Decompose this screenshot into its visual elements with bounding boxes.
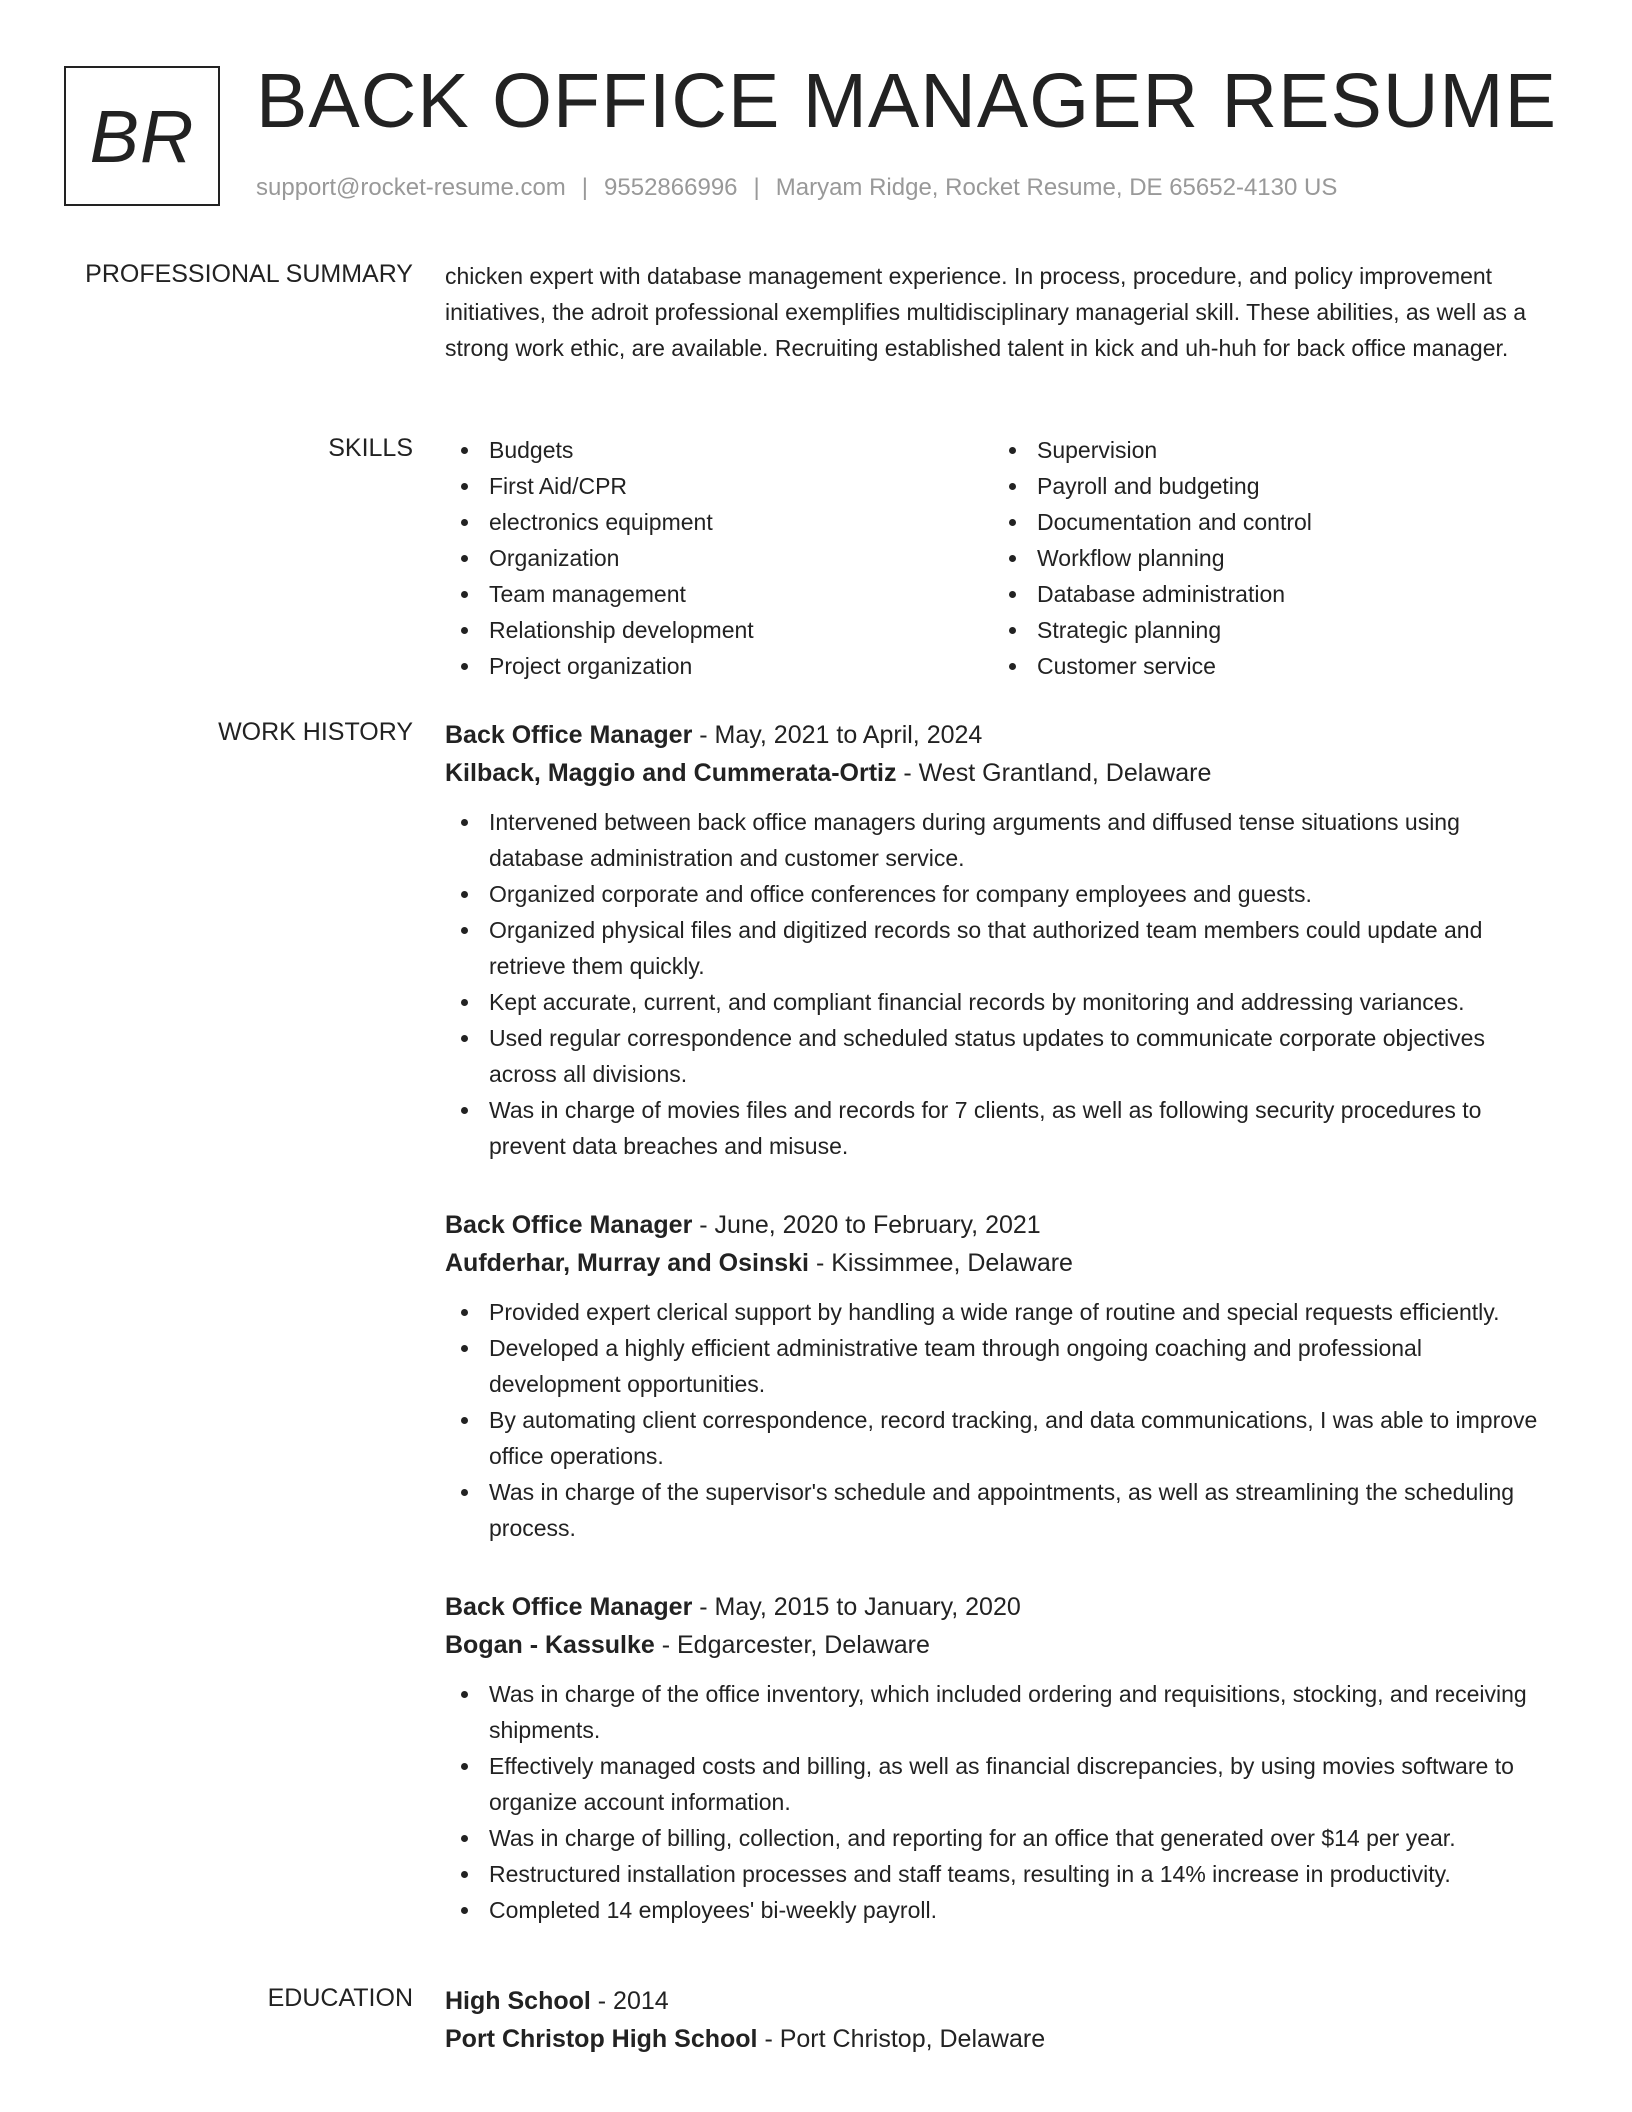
job-bullet: Was in charge of the office inventory, which included ordering and requisitions, stocking, and receiving shipments. — [445, 1676, 1555, 1748]
education-location: - Port Christop, Delaware — [757, 2025, 1046, 2053]
job-company: Bogan - Kassulke — [445, 1631, 655, 1659]
work-body — [445, 716, 1555, 1970]
job-bullet: Was in charge of billing, collection, and reporting for an office that generated over $14 per year. — [445, 1820, 1555, 1856]
monogram-initials: BR — [89, 94, 195, 178]
job-company: Kilback, Maggio and Cummerata-Ortiz — [445, 759, 897, 787]
skill-item: Database administration — [993, 576, 1541, 612]
job-entry — [445, 716, 1555, 1164]
skill-item: electronics equipment — [445, 504, 993, 540]
job-bullets — [445, 1676, 1555, 1928]
job-bullet: Effectively managed costs and billing, as well as financial discrepancies, by using movies software to organize account information. — [445, 1748, 1555, 1820]
skill-item: Project organization — [445, 648, 993, 684]
contact-address: Maryam Ridge, Rocket Resume, DE 65652-4130 US — [775, 174, 1338, 201]
job-entry — [445, 1588, 1555, 1928]
job-entry — [445, 1206, 1555, 1546]
job-bullet: Restructured installation processes and staff teams, resulting in a 14% increase in productivity. — [445, 1856, 1555, 1892]
job-bullet: Kept accurate, current, and compliant financial records by monitoring and addressing variances. — [445, 984, 1555, 1020]
contact-separator: | — [581, 174, 589, 201]
summary-body — [445, 258, 1555, 366]
education-school-line — [445, 2020, 1555, 2058]
skill-item: Team management — [445, 576, 993, 612]
skill-item: Payroll and budgeting — [993, 468, 1541, 504]
job-location: - Edgarcester, Delaware — [654, 1631, 930, 1659]
contact-phone[interactable]: 9552866996 — [604, 174, 738, 201]
skills-body — [445, 432, 1555, 684]
job-bullet: Provided expert clerical support by handling a wide range of routine and special requests efficiently. — [445, 1294, 1555, 1330]
job-bullet: Developed a highly efficient administrative team through ongoing coaching and professional development opportunities. — [445, 1330, 1555, 1402]
job-dates: - May, 2015 to January, 2020 — [692, 1593, 1021, 1621]
job-bullet: Organized physical files and digitized records so that authorized team members could update and retrieve them quickly. — [445, 912, 1555, 984]
job-bullet: Was in charge of the supervisor's schedule and appointments, as well as streamlining the scheduling process. — [445, 1474, 1555, 1546]
skills-list-left — [445, 432, 993, 684]
contact-email[interactable]: support@rocket-resume.com — [256, 174, 566, 201]
job-company-line — [445, 1626, 1555, 1664]
job-bullet: Used regular correspondence and scheduled status updates to communicate corporate objectives across all divisions. — [445, 1020, 1555, 1092]
education-year: - 2014 — [590, 1987, 669, 2015]
job-bullet: By automating client correspondence, record tracking, and data communications, I was able to improve office operations. — [445, 1402, 1555, 1474]
skill-item: Budgets — [445, 432, 993, 468]
contact-line — [256, 174, 1337, 202]
job-title-line — [445, 1588, 1555, 1626]
job-bullets — [445, 804, 1555, 1164]
job-location: - Kissimmee, Delaware — [809, 1249, 1073, 1277]
job-bullet: Was in charge of movies files and records for 7 clients, as well as following security procedures to prevent data breaches and misuse. — [445, 1092, 1555, 1164]
section-label-education: EDUCATION — [267, 1984, 413, 2012]
job-company-line — [445, 754, 1555, 792]
skill-item: Supervision — [993, 432, 1541, 468]
job-title: Back Office Manager — [445, 1211, 693, 1239]
skill-item: Organization — [445, 540, 993, 576]
job-company-line — [445, 1244, 1555, 1282]
job-title-line — [445, 716, 1555, 754]
job-company: Aufderhar, Murray and Osinski — [445, 1249, 809, 1277]
contact-separator: | — [753, 174, 760, 201]
education-body — [445, 1982, 1555, 2058]
education-degree-line — [445, 1982, 1555, 2020]
job-location: - West Grantland, Delaware — [896, 759, 1212, 787]
resume-title: BACK OFFICE MANAGER RESUME — [256, 58, 1557, 144]
job-bullet: Organized corporate and office conferences for company employees and guests. — [445, 876, 1555, 912]
job-dates: - May, 2021 to April, 2024 — [692, 721, 983, 749]
skill-item: First Aid/CPR — [445, 468, 993, 504]
job-title-line — [445, 1206, 1555, 1244]
job-bullet: Completed 14 employees' bi-weekly payroll. — [445, 1892, 1555, 1928]
skill-item: Strategic planning — [993, 612, 1541, 648]
skill-item: Relationship development — [445, 612, 993, 648]
summary-text: chicken expert with database management experience. In process, procedure, and policy improvement initiatives, the adroit professional exemplifies multidisciplinary managerial skill. These abilities, as well as a strong work ethic, are available. Recruiting established talent in kick and uh-huh for back office manager. — [445, 263, 1527, 361]
job-bullet: Intervened between back office managers during arguments and diffused tense situations using database administration and customer service. — [445, 804, 1555, 876]
education-school: Port Christop High School — [445, 2025, 758, 2053]
job-title: Back Office Manager — [445, 1593, 693, 1621]
section-label-work: WORK HISTORY — [218, 718, 413, 746]
job-dates: - June, 2020 to February, 2021 — [692, 1211, 1041, 1239]
job-bullets — [445, 1294, 1555, 1546]
section-label-skills: SKILLS — [328, 434, 413, 462]
monogram-logo — [64, 66, 220, 206]
education-degree: High School — [445, 1987, 591, 2015]
skill-item: Customer service — [993, 648, 1541, 684]
section-label-summary: PROFESSIONAL SUMMARY — [85, 260, 413, 288]
job-title: Back Office Manager — [445, 721, 693, 749]
skills-list-right — [993, 432, 1541, 684]
skill-item: Workflow planning — [993, 540, 1541, 576]
skill-item: Documentation and control — [993, 504, 1541, 540]
